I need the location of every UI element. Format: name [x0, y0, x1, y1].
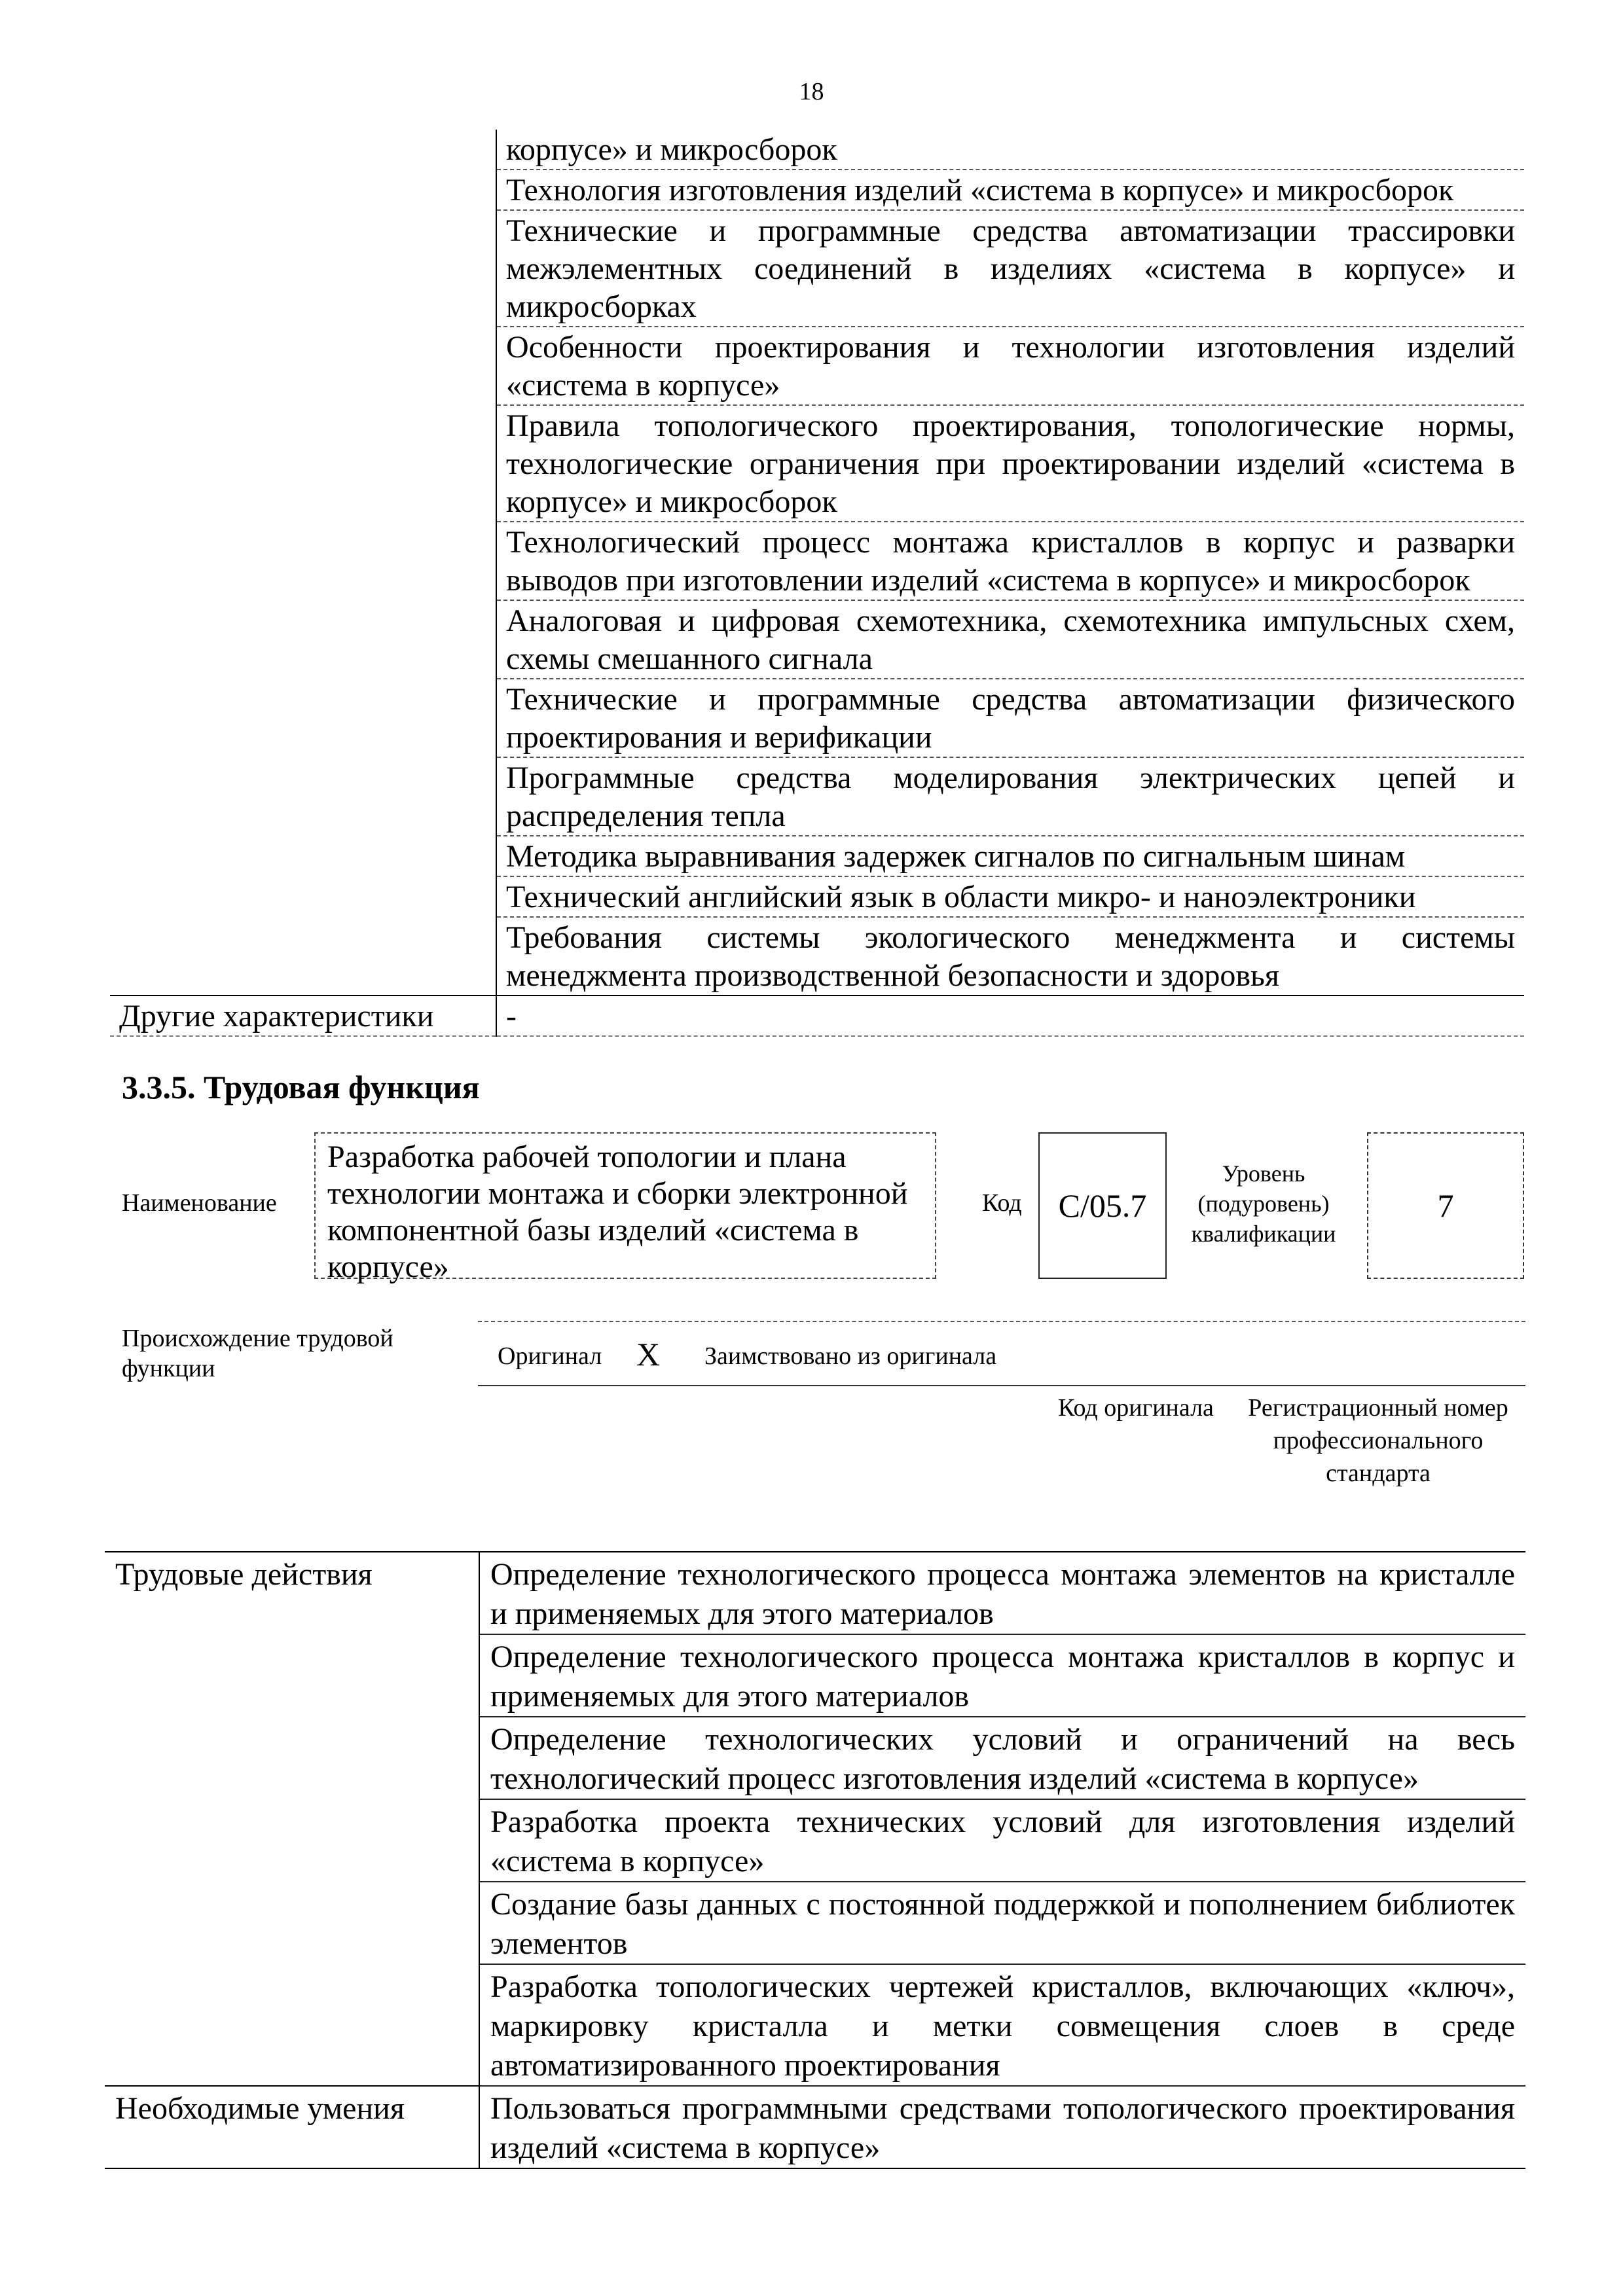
knowledge-item: Методика выравнивания задержек сигналов по сигнальным шинам — [496, 836, 1524, 876]
knowledge-item: Особенности проектирования и технологии изготовления изделий «система в корпусе» — [496, 327, 1524, 405]
original-code-label: Код оригинала — [1058, 1394, 1214, 1422]
knowledge-item: Аналоговая и цифровая схемотехника, схемотехника импульсных схем, схемы смешанного сигнала — [496, 600, 1524, 679]
knowledge-item: Программные средства моделирования электрических цепей и распределения тепла — [496, 757, 1524, 836]
name-value: Разработка рабочей топологии и плана технологии монтажа и сборки электронной компонентной базы изделий «система в корпусе» — [314, 1132, 936, 1279]
section-title: 3.3.5. Трудовая функция — [122, 1069, 480, 1105]
name-label: Наименование — [122, 1189, 277, 1217]
knowledge-table — [110, 130, 1524, 1037]
level-value: 7 — [1367, 1132, 1524, 1279]
origin-original: Оригинал — [498, 1342, 602, 1370]
table-row — [110, 996, 1524, 1036]
required-skills-label: Необходимые умения — [105, 2086, 479, 2168]
knowledge-item: Технологический процесс монтажа кристаллов в корпус и разварки выводов при изготовлении изделий «система в корпусе» и микросборок — [496, 522, 1524, 600]
origin-borrowed: Заимствовано из оригинала — [704, 1342, 997, 1370]
labor-action-item: Создание базы данных с постоянной поддержкой и пополнением библиотек элементов — [479, 1882, 1525, 1964]
knowledge-item: Технические и программные средства автоматизации физического проектирования и верификации — [496, 679, 1524, 757]
knowledge-item: Технические и программные средства автоматизации трассировки межэлементных соединений в изделиях «система в корпусе» и микросборках — [496, 210, 1524, 327]
knowledge-label-cell — [110, 130, 496, 996]
required-skill-item: Пользоваться программными средствами топологического проектирования изделий «система в корпусе» — [479, 2086, 1525, 2168]
reg-number-label: Регистрационный номер профессионального стандарта — [1248, 1394, 1508, 1487]
labor-action-item: Определение технологического процесса монтажа элементов на кристалле и применяемых для этого материалов — [479, 1552, 1525, 1634]
level-label: Уровень (подуровень) квалификации — [1191, 1160, 1336, 1247]
labor-action-item: Разработка топологических чертежей кристаллов, включающих «ключ», маркировку кристалла и метки совмещения слоев в среде автоматизированного проектирования — [479, 1964, 1525, 2086]
table-row — [110, 130, 1524, 170]
code-label: Код — [982, 1189, 1022, 1217]
other-characteristics-label: Другие характеристики — [110, 996, 496, 1036]
knowledge-item: Технический английский язык в области микро- и наноэлектроники — [496, 876, 1524, 917]
knowledge-item: Технология изготовления изделий «система в корпусе» и микросборок — [496, 170, 1524, 210]
table-row — [105, 1552, 1525, 1634]
code-value: C/05.7 — [1038, 1132, 1167, 1279]
labor-action-item: Определение технологических условий и ограничений на весь технологический процесс изготовления изделий «система в корпусе» — [479, 1717, 1525, 1799]
other-characteristics-value: - — [496, 996, 1524, 1036]
table-row — [105, 2086, 1525, 2168]
origin-bar — [478, 1321, 1525, 1386]
labor-action-item: Определение технологического процесса монтажа кристаллов в корпус и применяемых для этого материалов — [479, 1634, 1525, 1717]
labor-action-item: Разработка проекта технических условий для изготовления изделий «система в корпусе» — [479, 1799, 1525, 1882]
knowledge-item: Правила топологического проектирования, топологические нормы, технологические ограничения при проектировании изделий «система в корпусе» и микросборок — [496, 405, 1524, 522]
knowledge-item: корпусе» и микросборок — [496, 130, 1524, 170]
labor-actions-label: Трудовые действия — [105, 1552, 479, 2086]
origin-mark: X — [636, 1336, 661, 1372]
page-number: 18 — [799, 78, 824, 105]
actions-table — [105, 1551, 1525, 2169]
knowledge-item: Требования системы экологического менеджмента и системы менеджмента производственной безопасности и здоровья — [496, 917, 1524, 996]
origin-label: Происхождение трудовой функции — [122, 1325, 393, 1382]
